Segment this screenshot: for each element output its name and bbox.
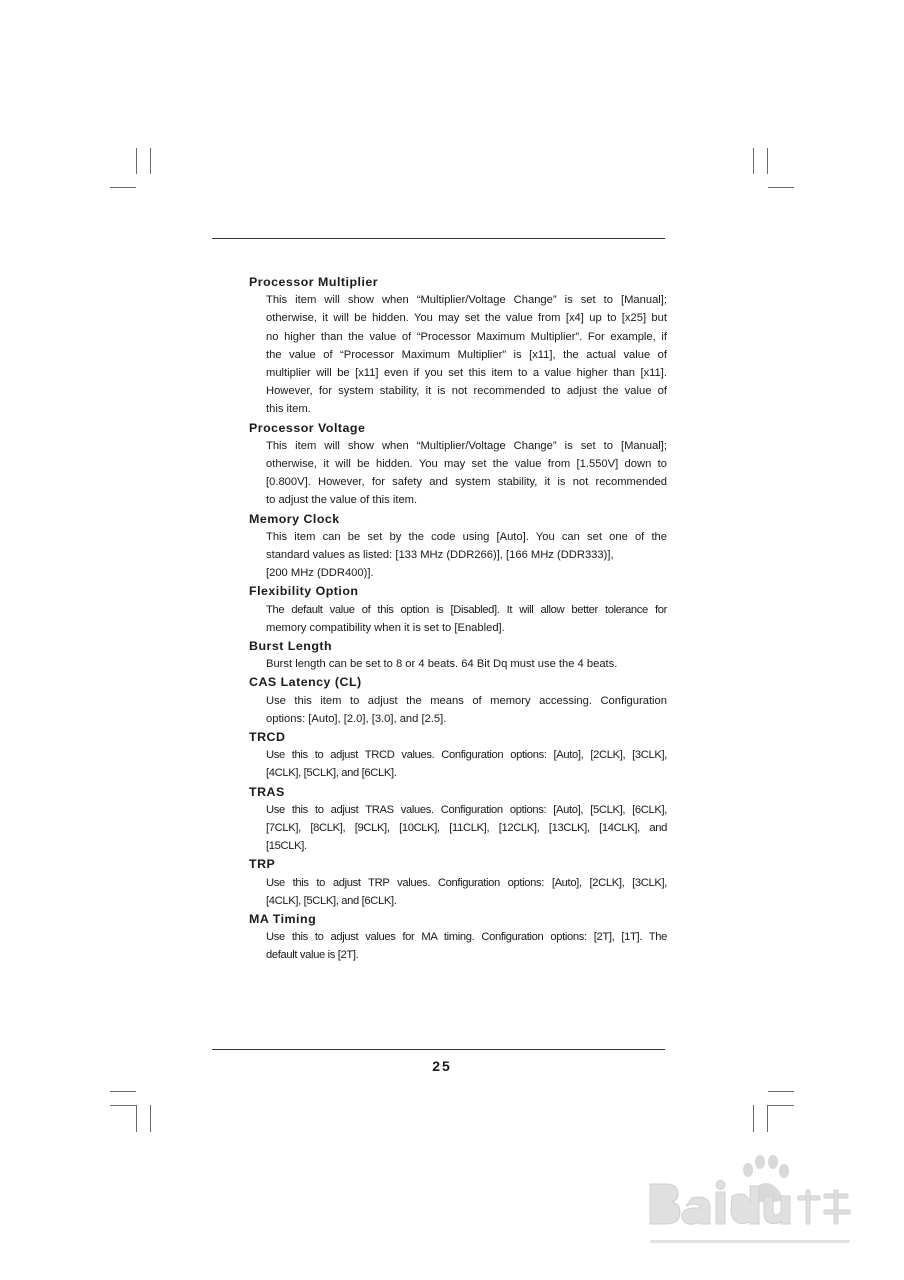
section-body <box>266 655 667 673</box>
section-cas-latency <box>249 673 667 728</box>
body-line: However, for system stability, it is not recommended to adjust the value of <box>266 385 667 398</box>
body-line: [200 MHz (DDR400)]. <box>266 567 374 580</box>
section-body <box>266 692 667 728</box>
watermark-url-lettering <box>650 1240 850 1243</box>
footer-rule <box>212 1049 665 1050</box>
body-line: Use this to adjust values for MA timing. Configuration options: [2T], [1T]. The <box>266 931 667 944</box>
section-body <box>266 528 667 583</box>
crop-mark-bottom-left-h2 <box>110 1105 136 1106</box>
section-body <box>266 746 667 782</box>
body-line: otherwise, it will be hidden. You may set the value from [x4] up to [x25] but <box>266 312 667 325</box>
body-line: Burst length can be set to 8 or 4 beats. 64 Bit Dq must use the 4 beats. <box>266 658 618 671</box>
section-body <box>266 291 667 418</box>
section-title: Memory Clock <box>249 511 340 526</box>
section-title: TRAS <box>249 784 285 799</box>
body-line: [7CLK], [8CLK], [9CLK], [10CLK], [11CLK], [12CLK], [13CLK], [14CLK], and <box>266 821 667 834</box>
body-line: this item. <box>266 403 311 416</box>
body-line: multiplier will be [x11] even if you set this item to a value higher than [x11]. <box>266 367 667 379</box>
body-line: standard values as listed: [133 MHz (DDR266)], [166 MHz (DDR333)], <box>266 549 614 561</box>
section-flexibility-option <box>249 582 667 637</box>
page-number: 25 <box>432 1058 452 1074</box>
section-memory-clock <box>249 510 667 583</box>
section-title: TRCD <box>249 729 286 744</box>
section-body <box>266 437 667 510</box>
crop-mark-top-right-v2 <box>767 148 768 174</box>
crop-mark-top-left-h <box>110 187 136 188</box>
section-ma-timing <box>249 910 667 965</box>
header-rule <box>212 238 665 239</box>
crop-mark-top-left-v1 <box>136 148 137 174</box>
section-title: Processor Voltage <box>249 420 366 435</box>
body-line: [15CLK]. <box>266 840 307 853</box>
section-title: MA Timing <box>249 911 317 926</box>
body-line: the value of “Processor Maximum Multiplier” is [x11], the actual value of <box>266 348 667 361</box>
body-line: otherwise, it will be hidden. You may set the value from [1.550V] down to <box>266 458 667 470</box>
body-line: The default value of this option is [Disabled]. It will allow better tolerance for <box>266 603 667 616</box>
section-title: TRP <box>249 857 276 872</box>
section-title: CAS Latency (CL) <box>249 675 362 690</box>
crop-mark-bottom-right-h1 <box>768 1091 794 1092</box>
body-line: [4CLK], [5CLK], and [6CLK]. <box>266 767 397 780</box>
section-body <box>266 874 667 910</box>
body-line: [0.800V]. However, for safety and system stability, it is not recommended <box>266 476 667 489</box>
crop-mark-top-right-h <box>768 187 794 188</box>
body-line: default value is [2T]. <box>266 949 359 962</box>
body-line: This item can be set by the code using [Auto]. You can set one of the <box>266 530 667 543</box>
section-trp <box>249 855 667 910</box>
body-line: memory compatibility when it is set to [Enabled]. <box>266 621 505 634</box>
watermark-logo-lettering <box>650 1181 850 1225</box>
crop-mark-bottom-left-h1 <box>110 1091 136 1092</box>
body-line: Use this to adjust TRCD values. Configuration options: [Auto], [2CLK], [3CLK], <box>266 749 667 762</box>
section-body <box>266 801 667 856</box>
crop-mark-bottom-left-v2 <box>150 1105 151 1132</box>
section-body <box>266 601 667 637</box>
body-line: Use this item to adjust the means of memory accessing. Configuration <box>266 694 667 707</box>
crop-mark-bottom-right-v2 <box>767 1105 768 1132</box>
body-line: Use this to adjust TRAS values. Configuration options: [Auto], [5CLK], [6CLK], <box>266 803 667 816</box>
baidu-jingyan-watermark <box>640 1140 860 1260</box>
crop-mark-bottom-right-v1 <box>753 1105 754 1132</box>
crop-mark-top-right-v1 <box>753 148 754 174</box>
crop-mark-bottom-left-v1 <box>136 1105 137 1132</box>
body-line: [4CLK], [5CLK], and [6CLK]. <box>266 894 397 907</box>
section-trcd <box>249 728 667 783</box>
body-line: This item will show when “Multiplier/Voltage Change” is set to [Manual]; <box>266 294 667 307</box>
section-burst-length <box>249 637 667 673</box>
body-line: to adjust the value of this item. <box>266 494 418 507</box>
section-tras <box>249 783 667 856</box>
section-title: Burst Length <box>249 639 333 653</box>
section-body <box>266 928 667 964</box>
section-title: Processor Multiplier <box>249 275 379 289</box>
body-line: options: [Auto], [2.0], [3.0], and [2.5]. <box>266 712 447 725</box>
section-title: Flexibility Option <box>249 584 359 599</box>
crop-mark-top-left-v2 <box>150 148 151 174</box>
body-line: Use this to adjust TRP values. Configuration options: [Auto], [2CLK], [3CLK], <box>266 876 667 889</box>
section-processor-voltage <box>249 419 667 510</box>
crop-mark-bottom-right-h2 <box>768 1105 794 1106</box>
body-line: no higher than the value of “Processor Maximum Multiplier”. For example, if <box>266 330 667 343</box>
body-line: This item will show when “Multiplier/Voltage Change” is set to [Manual]; <box>266 439 667 452</box>
section-processor-multiplier <box>249 273 667 419</box>
document-content <box>249 273 667 965</box>
